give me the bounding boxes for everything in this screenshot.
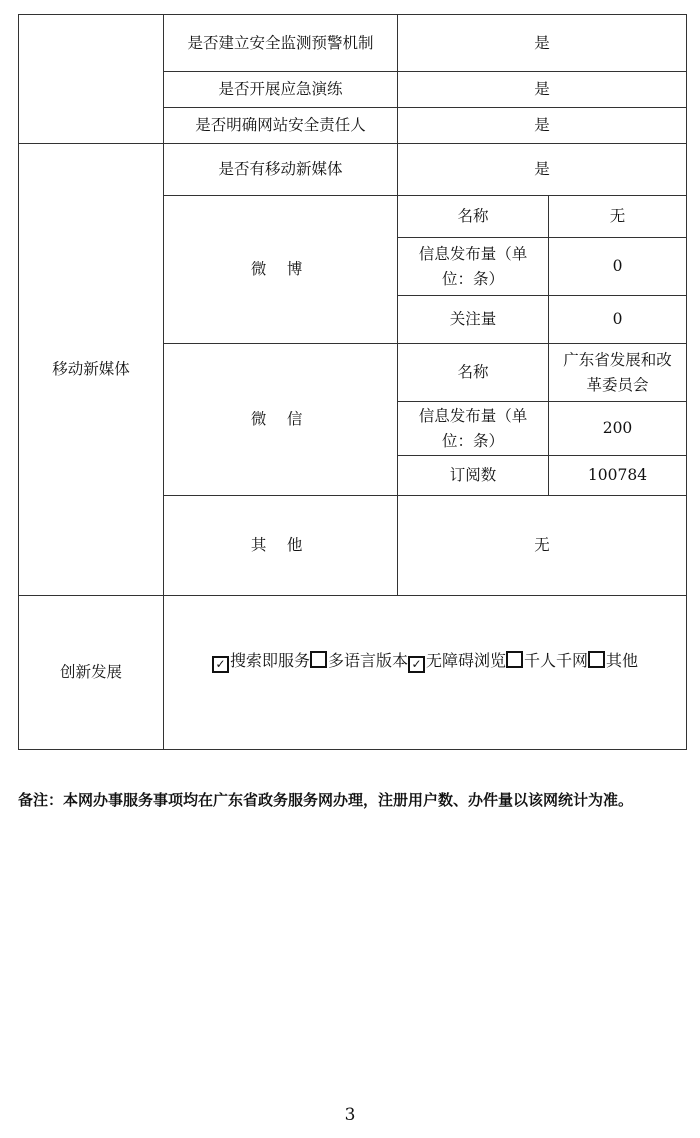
weixin-name-value: 广东省发展和改革委员会 xyxy=(549,344,687,402)
weibo-posts-value: 0 xyxy=(549,238,687,296)
checkbox-empty-icon xyxy=(506,651,523,668)
option-search-service: ✓ 搜索即服务 xyxy=(212,651,310,670)
row-value: 是 xyxy=(398,144,687,196)
row-label: 是否明确网站安全责任人 xyxy=(164,108,398,144)
weibo-posts-label: 信息发布量（单位：条） xyxy=(398,238,549,296)
weibo-label: 微 博 xyxy=(164,196,398,344)
weibo-follow-value: 0 xyxy=(549,296,687,344)
innovation-label: 创新发展 xyxy=(19,596,164,750)
weixin-name-label: 名称 xyxy=(398,344,549,402)
option-other: 其他 xyxy=(588,651,638,670)
weixin-posts-label: 信息发布量（单位：条） xyxy=(398,402,549,456)
other-label: 其 他 xyxy=(164,496,398,596)
weixin-subs-label: 订阅数 xyxy=(398,456,549,496)
footnote: 备注：本网办事服务事项均在广东省政务服务网办理，注册用户数、办件量以该网统计为准。 xyxy=(18,791,634,809)
page-number: 3 xyxy=(344,1105,356,1125)
section-cell-empty xyxy=(19,15,164,144)
row-label: 是否开展应急演练 xyxy=(164,72,398,108)
other-value: 无 xyxy=(398,496,687,596)
checkbox-checked-icon: ✓ xyxy=(408,656,425,673)
checkbox-empty-icon xyxy=(310,651,327,668)
row-value: 是 xyxy=(398,72,687,108)
checkbox-checked-icon: ✓ xyxy=(212,656,229,673)
weixin-posts-value: 200 xyxy=(549,402,687,456)
row-label: 是否建立安全监测预警机制 xyxy=(164,15,398,72)
weibo-follow-label: 关注量 xyxy=(398,296,549,344)
option-accessibility: ✓ 无障碍浏览 xyxy=(408,651,506,670)
row-value: 是 xyxy=(398,108,687,144)
row-value: 是 xyxy=(398,15,687,72)
checkbox-empty-icon xyxy=(588,651,605,668)
option-multilingual: 多语言版本 xyxy=(310,651,408,670)
row-label: 是否有移动新媒体 xyxy=(164,144,398,196)
stats-table xyxy=(18,14,687,750)
weixin-label: 微 信 xyxy=(164,344,398,496)
weibo-name-value: 无 xyxy=(549,196,687,238)
section-mobile-media: 移动新媒体 xyxy=(19,144,164,596)
weixin-subs-value: 100784 xyxy=(549,456,687,496)
innovation-options xyxy=(164,596,687,750)
weibo-name-label: 名称 xyxy=(398,196,549,238)
option-personalized: 千人千网 xyxy=(506,651,588,670)
